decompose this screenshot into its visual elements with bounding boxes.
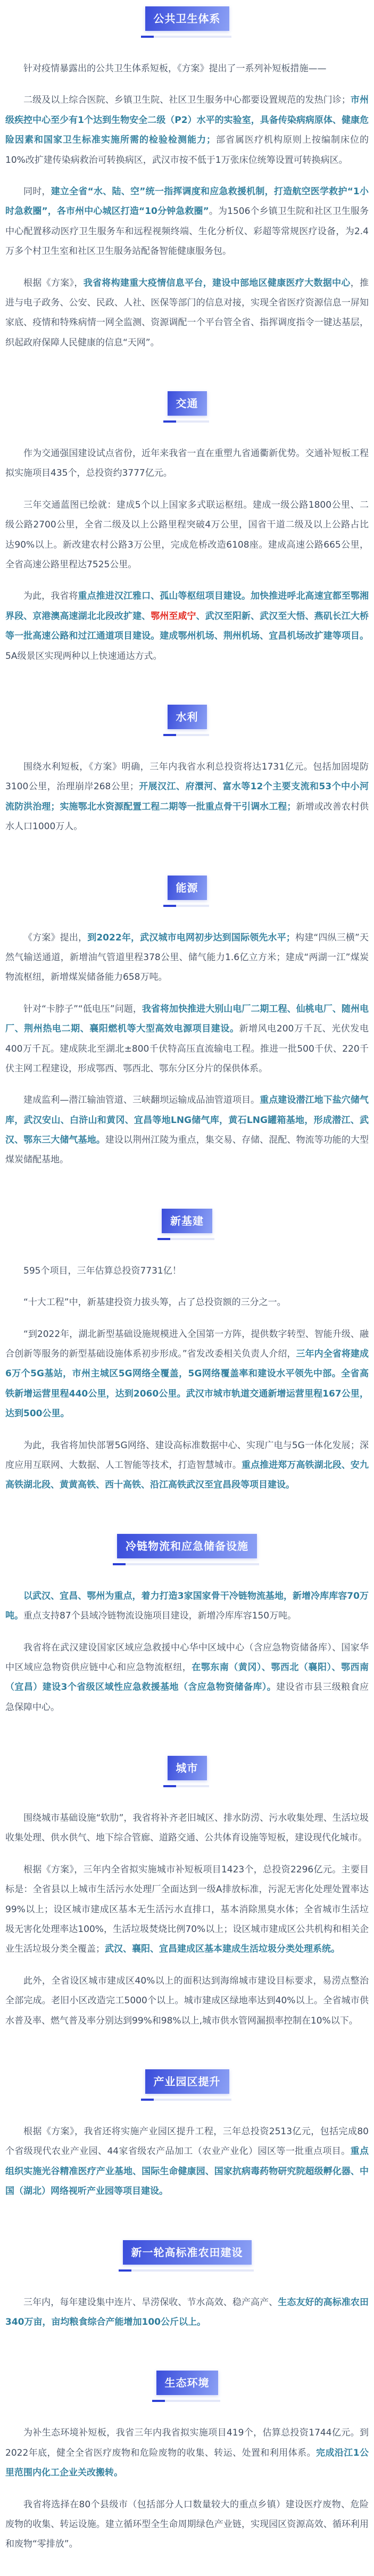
section-header (5, 2240, 369, 2272)
section-title-box (145, 6, 229, 38)
section-header (5, 1209, 369, 1240)
emphasis-text: 开展汉江、府澴河、富水等12个主要支流和53个中小河流防洪治理；实施鄂北水资源配置工程二期等一批重点骨干引调水工程； (5, 781, 369, 812)
section-title-box (162, 1209, 212, 1240)
paragraph (5, 1436, 369, 1496)
paragraph (5, 444, 369, 484)
paragraph (5, 90, 369, 170)
body-text: 针对疫情暴露出的公共卫生体系短板，《方案》提出了一系列补短板措施—— (23, 63, 327, 74)
section-title-badge: 产业园区提升 (145, 2069, 229, 2094)
section-title-box (168, 1756, 207, 1787)
body-text: 建设省市县三级粮食应急保障中心。 (5, 1682, 369, 1713)
section-title-box (168, 391, 207, 423)
section-title-badge: 公共卫生体系 (145, 6, 229, 31)
paragraph (5, 587, 369, 666)
underline-accent (113, 1563, 126, 1565)
section-new-infrastructure (5, 1209, 369, 1496)
section-title-underline (152, 2400, 220, 2402)
paragraph (5, 1971, 369, 2031)
body-text: 我省将选择在80个县级市（包括部分人口数量较大的重点乡镇）建设医疗废物、危险废物的收集、转运设施。建立循环型全生命周期绿色产业链，实现园区资源高效、循环利用和废物“零排放”。 (5, 2499, 369, 2550)
body-text: 5A级景区实现两种以上快速通达方式。 (5, 650, 162, 662)
section-water (5, 705, 369, 837)
body-text: 我省将在武汉建设国家区域应急救援中心华中区域中心（含应急物资储备库）、国家华中区域应急物资供应链中心和应急物流枢纽， (5, 1642, 369, 1673)
section-header (5, 6, 369, 38)
underline-accent (163, 1785, 176, 1787)
emphasis-text: 重点建设潜江地下盐穴储气库，武汉安山、白浒山和黄冈、宜昌等地LNG储气库，黄石LNG罐箱基地，形成潜江、武汉、鄂东三大储气基地。 (5, 1095, 369, 1146)
emphasis-text: 我省将加快推进大别山电厂二期工程、仙桃电厂、随州电厂、荆州热电二期、襄阳燃机等大型高效电源项目建设。 (5, 1003, 369, 1035)
body-text: 595个项目，三年估算总投资7731亿！ (23, 1265, 181, 1276)
body-text: 同时， (23, 186, 51, 197)
section-energy (5, 876, 369, 1170)
section-title-badge: 城市 (168, 1756, 207, 1780)
underline-accent (141, 36, 154, 38)
section-title-underline (157, 1238, 214, 1240)
section-farmland (5, 2240, 369, 2333)
section-title-badge: 生态环境 (156, 2371, 218, 2395)
section-transport (5, 391, 369, 666)
section-header (5, 876, 369, 907)
body-text: 为此，我省将 (23, 591, 78, 602)
body-text: “十大工程”中，新基建投资力拔头筹，占了总投资额的三分之一。 (23, 1297, 286, 1308)
underline-accent (163, 734, 176, 736)
paragraph (5, 757, 369, 837)
body-text: 根据《方案》，三年内全省拟实施城市补短板项目1423个，总投资2296亿元。主要目标是：全省县以上城市生活污水处理厂全面达到一级A排放标准，污泥无害化处理处置率达99%以上；设区城市建成区基本无生活污水直排口，基本消除黑臭水体；全省城市生活垃圾无害化处理率达100%，生活垃圾焚烧比例70%以上；设区城市建成区公共机构和相关企业生活垃圾分类全覆盖； (5, 1864, 369, 1955)
body-text: ，推进与电子政务、公安、民政、人社、医保等部门的信息对接，实现全省医疗资源信息一屏知家底、疫情和特殊病情一网全监测、资源调配一个平台管全省、指挥调度指令一键达基层，织起政府保障人民健康的信息“天网”。 (5, 277, 369, 348)
emphasis-text: 建立全省“水、陆、空”统一指挥调度和应急救援机制，打造航空医学救护“1小时急救圈”，各市州中心城区打造“10分钟急救圈” (5, 186, 369, 217)
section-title-underline (163, 420, 209, 423)
emphasis-text: 在鄂东南（黄冈）、鄂西北（襄阳）、鄂西南（宜昌）建设3个省级区域性应急救援基地（含应急物资储备库）。 (5, 1662, 369, 1693)
paragraph (5, 2293, 369, 2333)
highlight-red-text: 鄂州至咸宁 (151, 610, 196, 622)
body-text: 针对“卡脖子”“低电压”问题， (23, 1003, 142, 1014)
section-title-box (123, 2240, 252, 2272)
body-text: 构建“四纵三横”天然气输送通道，新增油气管道里程378公里、储气能力1.6亿立方米；建成“两湖一江”煤炭物流枢纽，新增煤炭储备能力658万吨。 (5, 932, 369, 983)
body-text: 根据《方案》， (23, 277, 84, 288)
section-title-badge: 冷链物流和应急储备设施 (117, 1534, 257, 1558)
section-title-underline (163, 734, 209, 736)
section-header (5, 705, 369, 736)
section-industrial-parks (5, 2069, 369, 2202)
section-city (5, 1756, 369, 2031)
paragraph (5, 2423, 369, 2483)
section-header (5, 2371, 369, 2402)
paragraph (5, 928, 369, 988)
section-title-box (156, 2371, 218, 2402)
body-text: “到2022年，湖北新型基础设施规模进入全国第一方阵，提供数字转型、智能升级、融合创新等服务的新型基础设施体系初步形成。”省发改委相关负责人介绍， (5, 1328, 369, 1360)
body-text: 为此，我省将加快部署5G网络、建设高标准数据中心、实现广电与5G一体化发展；深度应用互联网、大数据、人工智能等技术，打造智慧城市。 (5, 1440, 369, 1471)
paragraph (5, 496, 369, 575)
section-header (5, 1756, 369, 1787)
emphasis-text: 三年内全省将建成6万个5G基站，市州主城区5G网络全覆盖，5G网络覆盖率和建设水平领先中部。全省高铁新增运营里程440公里，达到2060公里。武汉市城市轨道交通新增运营里程167公里，达到500公里。 (5, 1349, 369, 1419)
body-text: 二级及以上综合医院、乡镇卫生院、社区卫生服务中心都要设置规范的发热门诊； (23, 95, 351, 106)
paragraph (5, 1638, 369, 1718)
paragraph (5, 1293, 369, 1312)
section-title-box (145, 2069, 229, 2101)
section-cold-chain (5, 1534, 369, 1718)
body-text: 三年交通蓝图已绘就：建成5个以上国家多式联运枢纽。建成一级公路1800公里、二级公路2700公里，全省二级及以上公路里程突破4万公里，国省干道二级及以上公路占比达90%以上。新改建农村公路3万公里，完成危桥改造6108座。建成高速公路665公里，全省高速公路里程达7525公里。 (5, 499, 369, 571)
emphasis-text: 完成沿江1公里范围内化工企业关改搬转。 (5, 2447, 369, 2479)
paragraph (5, 182, 369, 262)
emphasis-text: 以武汉、宜昌、鄂州为重点，着力打造3家国家骨干冷链物流基地，新增冷库库容70万吨。 (5, 1590, 369, 1622)
section-ecology (5, 2371, 369, 2554)
section-public-health (5, 6, 369, 353)
section-title-underline (141, 36, 231, 38)
underline-accent (157, 1238, 170, 1240)
section-title-underline (141, 2099, 231, 2101)
paragraph (5, 1809, 369, 1848)
underline-accent (141, 2099, 154, 2101)
emphasis-text: 生态友好的高标准农田340万亩，亩均粮食综合产能增加100公斤以上。 (5, 2297, 369, 2327)
body-text: 作为交通强国建设试点省份，近年来我省一直在重塑九省通衢新优势。交通补短板工程拟实施项目435个，总投资约3777亿元。 (5, 448, 369, 479)
emphasis-text: 重点推进汉江雅口、孤山等枢纽项目建设。加快推进呼北高速宜都至鄂湘界段、京港澳高速湖北北段改扩建、 (5, 591, 369, 622)
section-header (5, 2069, 369, 2101)
paragraph (5, 2122, 369, 2202)
body-text: 新增风电200万千瓦、光伏发电400万千瓦。建成陕北至湖北±800千伏特高压直流输电工程。推进一批500千伏、220千伏主网工程建设，形成鄂西、鄂西北、鄂东分区分片的保供体系。 (5, 1023, 369, 1074)
section-title-box (117, 1534, 257, 1565)
body-text: 。为1506个乡镇卫生院和社区卫生服务中心配置移动医疗卫生服务车和远程视频终端、生化分析仪、彩超等常规医疗设备，为2.4万多个村卫生室和社区卫生服务站配备智能健康服务包。 (5, 206, 369, 257)
paragraph (5, 1325, 369, 1424)
emphasis-text: 重点组织实施光谷精准医疗产业基地、国际生命健康园、国家抗病毒药物研究院超级孵化器、中国（湖北）网络视听产业园等项目建设。 (5, 2146, 369, 2197)
paragraph (5, 1091, 369, 1170)
section-title-box (168, 705, 207, 736)
paragraph (5, 59, 369, 79)
paragraph (5, 1587, 369, 1626)
emphasis-text: 重点推进郑万高铁湖北段、安九高铁湖北段、黄黄高铁、西十高铁、沿江高铁武汉至宜昌段等项目建设。 (5, 1459, 369, 1491)
body-text: 《方案》提出， (23, 932, 88, 943)
body-text: 围绕城市基础设施“软肋”，我省将补齐老旧城区、排水防涝、污水收集处理、生活垃圾收集处理、供水供气、地下综合管廊、道路交通、公共体育设施等短板，建设现代化城市。 (5, 1813, 369, 1844)
emphasis-text: 到2022年，武汉城市电网初步达到国际领先水平； (87, 932, 295, 943)
body-text: 此外，全省设区城市建成区40%以上的面积达到海绵城市建设目标要求，易涝点整治全部完成。老旧小区改造完工5000个以上。城市建成区绿地率达到40%以上。全省城市供水普及率、燃气普及率分别达到99%和98%以上,城市供水管网漏损率控制在10%以下。 (5, 1975, 369, 2026)
section-title-badge: 能源 (168, 876, 207, 900)
section-title-badge: 交通 (168, 391, 207, 416)
underline-accent (163, 905, 176, 907)
body-text: 根据《方案》，我省还将实施产业园区提升工程，三年总投资2513亿元，包括完成80个省级现代农业产业园、44家省级农产品加工（农业产业化）园区等一批重点项目。 (5, 2126, 369, 2157)
underline-accent (119, 2269, 131, 2272)
paragraph (5, 1860, 369, 1960)
section-title-badge: 新基建 (162, 1209, 212, 1233)
underline-accent (152, 2400, 165, 2402)
section-title-underline (163, 905, 209, 907)
section-title-underline (113, 1563, 259, 1565)
body-text: 三年内，每年建设集中连片、旱涝保收、节水高效、稳产高产、 (23, 2297, 278, 2308)
section-title-underline (163, 1785, 209, 1787)
section-title-underline (119, 2269, 254, 2272)
section-header (5, 1534, 369, 1565)
body-text: 重点支持87个县域冷链物流设施项目建设，新增冷库库容150万吨。 (23, 1611, 297, 1622)
emphasis-text: 市州级疾控中心至少有1个达到生物安全二级（P2）水平的实验室，具备传染病病原体、健康危险因素和国家卫生标准实施所需的检验检测能力； (5, 95, 369, 146)
body-text: 为补生态环境补短板，我省三年内我省拟实施项目419个，估算总投资1744亿元。到2022年底，健全全省医疗废物和危险废物的收集、转运、处置和利用体系。 (5, 2428, 369, 2458)
section-title-box (168, 876, 207, 907)
body-text: 部省属医疗机构原则上按编制床位的10%改扩建传染病救治可转换病区，武汉市按不低于1万张床位统筹设置可转换病区。 (5, 135, 369, 166)
body-text: 建成监利—潜江输油管道、三峡翻坝运输成品油管道项目。 (23, 1095, 260, 1106)
paragraph (5, 2495, 369, 2555)
paragraph (5, 1000, 369, 1079)
body-text: 新增或改善农村供水人口1000万人。 (5, 801, 369, 832)
body-text: 围绕水利短板，《方案》明确，三年内我省水利总投资将达1731亿元。包括加固堤防3100公里，治理崩岸268公里； (5, 761, 369, 792)
underline-accent (163, 420, 176, 423)
paragraph (5, 1261, 369, 1281)
emphasis-text: 我省将构建重大疫情信息平台，建设中部地区健康医疗大数据中心 (83, 277, 351, 288)
body-text: 建设以荆州江陵为重点，集交易、存储、混配、物流等功能的大型煤炭储配基地。 (5, 1135, 369, 1166)
emphasis-text: 武汉、襄阳、宜昌建成区基本建成生活垃圾分类处理系统。 (105, 1944, 340, 1955)
paragraph (5, 274, 369, 353)
section-title-badge: 新一轮高标准农田建设 (123, 2240, 252, 2265)
section-title-badge: 水利 (168, 705, 207, 729)
section-header (5, 391, 369, 423)
emphasis-text: 、武汉至阳新、武汉至大悟、燕矶长江大桥等一批高速公路和过江通道项目建设。建成鄂州机场、荆州机场、宜昌机场改扩建等项目。 (5, 610, 369, 642)
